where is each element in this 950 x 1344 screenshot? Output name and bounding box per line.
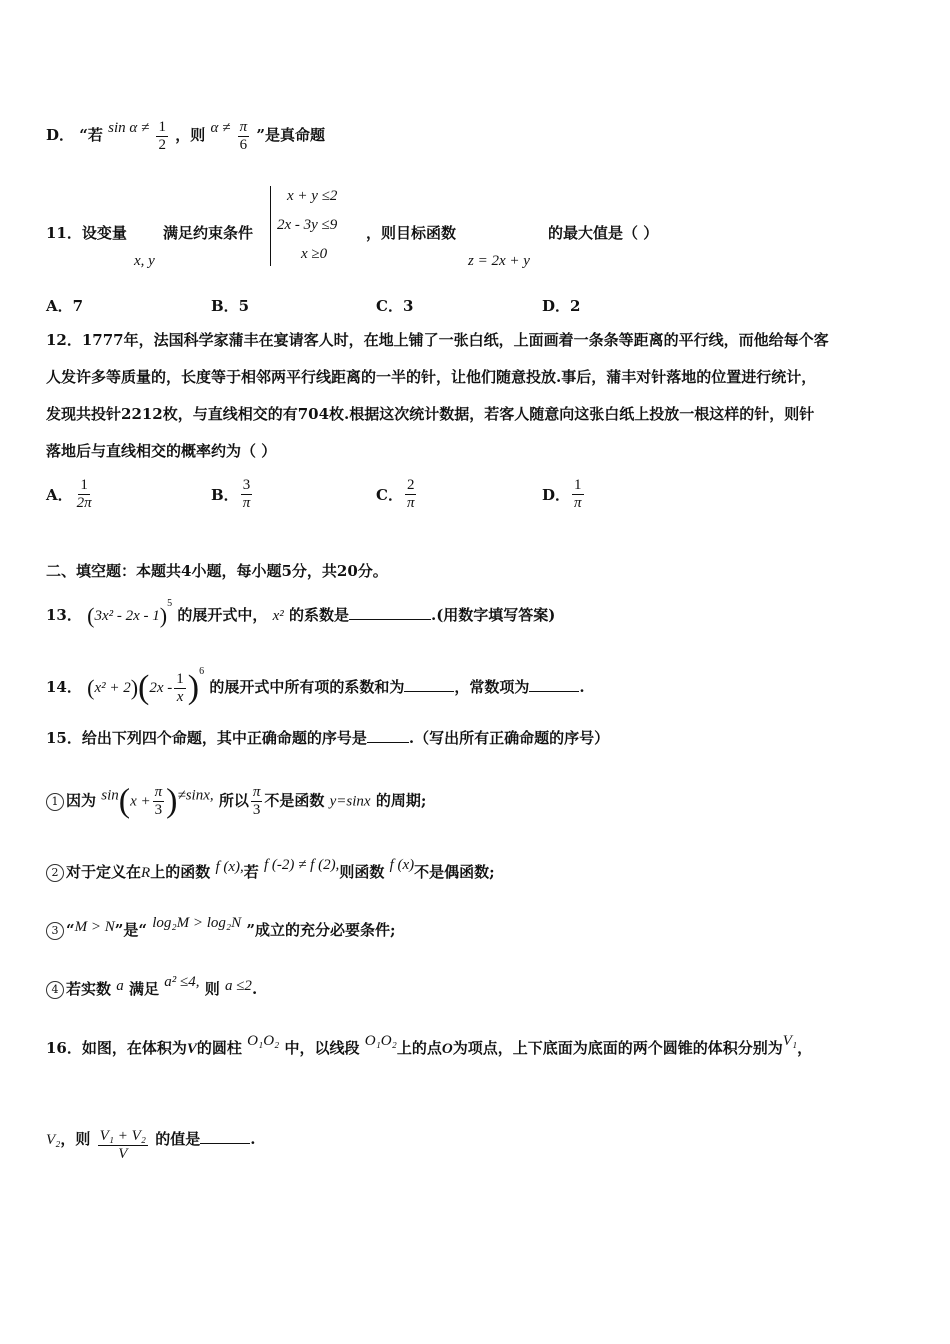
q12-option-c-den: π [406, 495, 415, 511]
q14-paren2-open: ( [138, 669, 150, 706]
q16-text-5: 为项点，上下底面为底面的两个圆锥的体积分别为 [452, 1039, 783, 1057]
q14-answer-blank-2[interactable] [529, 677, 579, 692]
q12-line-1: 12．1777年，法国科学家蒲丰在宴请客人时，在地上铺了一张白纸，上面画着一条条等距离的平行线，而他给每个客 [46, 331, 829, 349]
q12-option-b-label: B． [211, 486, 239, 504]
q15-p1-neq: ≠sinx, [177, 787, 214, 804]
q15-text-1: 给出下列四个命题，其中正确命题的序号是 [81, 729, 367, 747]
q15-p1-frac2 [251, 784, 263, 819]
q13-exp: 5 [167, 598, 173, 609]
q10d-frac1-num: 1 [158, 118, 166, 135]
q15-p3-mark: 3 [46, 922, 64, 940]
q14-factor2: 2x - [149, 680, 173, 696]
q16-V2: V₂ [46, 1132, 61, 1148]
q11-constraint-system [270, 186, 366, 266]
q15-p1-frac2-den: 3 [252, 802, 261, 818]
q15-stem [46, 728, 609, 748]
q13 [46, 594, 555, 626]
q12-option-a-label: A． [46, 486, 73, 504]
section-2-title: 二、填空题：本题共4小题，每小题5分，共20分。 [46, 562, 388, 580]
q14-paren1-open: ( [87, 675, 95, 700]
q11-constraint-3: x ≥0 [301, 246, 328, 262]
q16-line-1 [46, 1031, 812, 1059]
q10d-frac1 [156, 119, 168, 154]
q11-text-3: ，则目标函数 [366, 224, 457, 242]
q15-p4-text-1: 若实数 [66, 980, 112, 998]
q14-exp: 6 [199, 666, 205, 677]
q16-frac-num: V₁ + V₂ [99, 1128, 147, 1144]
q11-option-d: D．2 [542, 297, 581, 315]
q16-text-8: 的值是 [155, 1130, 201, 1148]
q11-option-c: C．3 [376, 297, 414, 315]
q10d-mid: ，则 [175, 126, 206, 144]
q16-line-2 [46, 1128, 256, 1163]
q14 [46, 662, 585, 706]
q11-stem [46, 223, 127, 243]
q16-number: 16． [46, 1039, 82, 1057]
q12-line-3: 发现共投针2212枚，与直线相交的有704枚.根据这次统计数据，若客人随意向这张白纸上投放一根这样的针，则针 [46, 405, 815, 423]
q14-frac-num: 1 [176, 670, 184, 687]
q15-p4-res: a ≤2 [224, 978, 252, 994]
q11-constraint-2: 2x - 3y ≤9 [277, 217, 338, 233]
q12-option-b-den: π [242, 495, 251, 511]
q11-constraint-1: x + y ≤2 [287, 188, 338, 204]
q14-factor1: x² + 2 [94, 680, 131, 696]
q10d-post: ”是真命题 [256, 126, 325, 144]
q16-text-1: 如图，在体积为 [81, 1039, 187, 1057]
q11-vars: x, y [134, 253, 155, 269]
q12-option-d-frac [572, 477, 584, 512]
q15-p3-text-1: ”是“ [114, 921, 148, 939]
q15-p3-cond2: log₂M > log₂N [152, 915, 242, 931]
q14-number: 14． [46, 678, 82, 696]
q15-p4-mark: 4 [46, 981, 64, 999]
q10-option-d [46, 118, 325, 154]
q10d-frac2-num: π [239, 118, 248, 135]
q15-p1-frac [153, 784, 165, 819]
q15-p2-R: R [141, 865, 151, 881]
q16-text-2: 的圆柱 [196, 1039, 242, 1057]
q15-p4-text-2: 满足 [128, 980, 159, 998]
q16-text-9: . [250, 1130, 256, 1148]
q10d-label: D． [46, 126, 75, 144]
q12-option-a-den: 2π [76, 495, 92, 511]
q15-number: 15． [46, 729, 82, 747]
q14-answer-blank-1[interactable] [404, 677, 454, 692]
q15-text-2: .（写出所有正确命题的序号） [408, 729, 610, 747]
q11-option-b: B．5 [211, 297, 250, 315]
q14-frac-den: x [176, 688, 184, 705]
q12-option-d-label: D． [542, 486, 571, 504]
q14-paren2-close: ) [187, 669, 200, 706]
q15-proposition-3 [46, 913, 396, 940]
q13-term: x² [272, 608, 284, 624]
q15-p2-fx: f (x), [215, 859, 244, 875]
q16-V: V [186, 1041, 197, 1057]
q13-paren-close: ) [159, 603, 168, 628]
q15-p3-cond1: M > N [74, 919, 115, 935]
q13-text-3: .(用数字填写答案) [430, 606, 556, 624]
q10d-sin-alpha: sin α ≠ [108, 120, 150, 136]
q12-line-4: 落地后与直线相交的概率约为（ ） [46, 442, 277, 460]
q15-p1-mark: 1 [46, 793, 64, 811]
q15-p2-text-1: 对于定义在 [66, 863, 142, 881]
q15-p4-text-4: . [251, 980, 258, 998]
q12-option-c-label: C． [376, 486, 403, 504]
q12-option-c [376, 477, 418, 512]
q11-text-4: 的最大值是（ ） [548, 224, 659, 242]
q16-O: O [441, 1041, 453, 1057]
q12-option-b-frac [241, 477, 253, 512]
q16-O1O2b: O₁O₂ [364, 1033, 397, 1049]
q12-line-2: 人发许多等质量的，长度等于相邻两平行线距离的一半的针，让他们随意投放.事后，蒲丰对针落地的位置进行统计， [46, 368, 817, 386]
q16-frac [98, 1128, 148, 1163]
q15-p2-text-5: 不是偶函数; [414, 863, 495, 881]
q15-p3-text-2: ”成立的充分必要条件; [246, 921, 396, 939]
q12-option-a-num: 1 [80, 477, 88, 493]
q15-p2-text-2: 上的函数 [150, 863, 211, 881]
q15-p1-frac-num: π [154, 784, 163, 800]
q15-p4-cond: a² ≤4, [164, 974, 200, 990]
q15-p4-a: a [116, 978, 124, 994]
q16-O1O2: O₁O₂ [247, 1033, 280, 1049]
q16-text-3: 中，以线段 [284, 1039, 360, 1057]
q16-text-6: ， [797, 1039, 813, 1057]
q13-text-2: 的系数是 [288, 606, 349, 624]
q13-expr: 3x² - 2x - 1 [94, 608, 160, 624]
q13-text-1: 的展开式中， [177, 606, 268, 624]
q15-p1-text-2: 所以 [218, 791, 249, 810]
q12-option-d-den: π [574, 495, 582, 511]
q16-text-7: ，则 [60, 1130, 91, 1148]
q14-text-1: 的展开式中所有项的系数和为 [209, 678, 405, 696]
q14-text-3: . [579, 678, 585, 696]
q12-option-d-num: 1 [574, 477, 582, 493]
q15-proposition-4 [46, 972, 257, 999]
q16-text-4: 上的点 [396, 1039, 442, 1057]
q11-text-2: 满足约束条件 [163, 224, 254, 242]
q12-option-a-frac [75, 477, 94, 512]
q16-frac-den: V [118, 1146, 128, 1162]
q15-p1-sin: sin [101, 787, 119, 804]
q15-p1-frac-den: 3 [154, 802, 163, 818]
q15-p2-text-3: 若 [243, 863, 259, 881]
q10d-frac2 [238, 119, 250, 154]
q12-option-b-num: 3 [242, 477, 251, 493]
q15-proposition-1 [46, 784, 426, 819]
q14-text-2: ，常数项为 [454, 678, 530, 696]
q10d-frac1-den: 2 [158, 136, 166, 153]
q15-p1-text-3: 不是函数 [264, 791, 325, 810]
q14-frac [174, 671, 186, 706]
q12-option-d [542, 477, 586, 512]
q15-proposition-2 [46, 855, 495, 883]
q11-number: 11． [46, 224, 82, 242]
q16-answer-blank[interactable] [200, 1129, 250, 1144]
q13-paren-open: ( [87, 603, 95, 628]
q15-answer-blank[interactable] [367, 728, 409, 743]
q15-p2-mark: 2 [46, 864, 64, 882]
q15-p2-cond: f (-2) ≠ f (2), [264, 857, 340, 873]
q11-text-1: 设变量 [81, 224, 127, 242]
q10d-pre: “若 [79, 126, 103, 144]
q15-p1-paren-open: ( [118, 782, 131, 820]
q15-p1-text-1: 因为 [66, 791, 97, 810]
q16-V1: V₁ [782, 1033, 798, 1049]
q12-option-c-num: 2 [406, 477, 415, 493]
q13-answer-blank[interactable] [349, 605, 431, 620]
q10d-alpha-neq: α ≠ [210, 120, 231, 136]
q15-p2-fx2: f (x) [389, 857, 415, 873]
q15-p3-quote: “ [66, 921, 75, 939]
q14-paren1-close: ) [130, 675, 139, 700]
q15-p4-text-3: 则 [204, 980, 220, 998]
q15-p1-paren-close: ) [166, 782, 178, 820]
q15-p2-text-4: 则函数 [339, 863, 385, 881]
q15-p1-text-4: 的周期; [375, 791, 427, 810]
q12-option-c-frac [405, 477, 417, 512]
q10d-frac2-den: 6 [239, 136, 248, 153]
q12-option-a [46, 477, 96, 512]
q12-option-b [211, 477, 254, 512]
q11-objective: z = 2x + y [468, 253, 530, 269]
q15-p1-frac2-num: π [252, 784, 261, 800]
q11-option-a: A．7 [46, 297, 84, 315]
q13-number: 13． [46, 606, 82, 624]
q15-p1-func: y=sinx [329, 793, 371, 810]
q15-p1-inner: x + [130, 793, 151, 810]
